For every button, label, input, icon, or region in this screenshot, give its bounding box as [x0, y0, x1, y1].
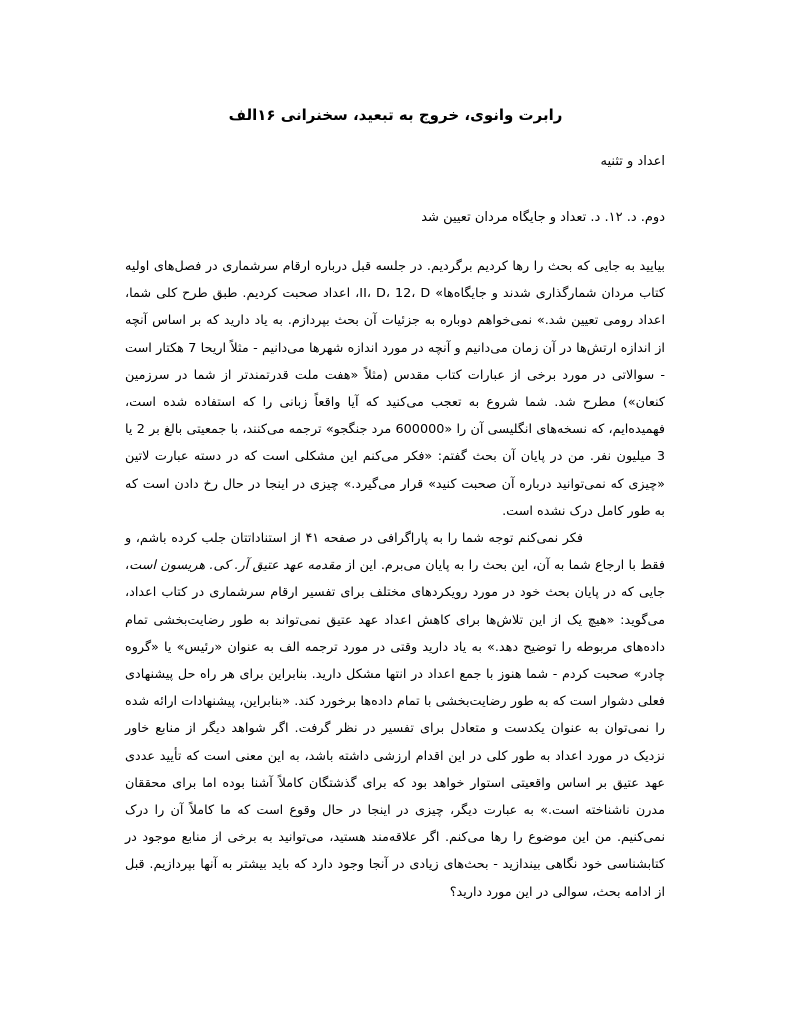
paragraph-2	[125, 525, 665, 906]
paragraph-2-text-end: ، جایی که در پایان بحث خود در مورد رویکردهای مختلف برای تفسیر ارقام سرشماری در کتاب اعداد، می‌گوید: «هیچ یک از این تلاش‌ها برای کاهش اعداد عهد عتیق نمی‌تواند به طور رضایت‌بخشی تمام داده‌های مربوطه را توضیح دهد.» به یاد دارید وقتی در مورد ترجمه الف به عنوان «رئیس» یا «گروه چادر» صحبت کردم - شما هنوز با جمع اعداد در انتها مشکل دارید. بنابراین برای هر راه حل پیشنهادی فعلی دشوار است که به طور رضایت‌بخشی با تمام داده‌ها برخورد کند. «بنابراین، پیشنهادات ارائه شده را نمی‌توان به عنوان یکدست و متعادل برای تفسیر در نظر گرفت. اگر شواهد دیگر از منابع خاور نزدیک در مورد اعداد به طور کلی در این اقدام ارزشی داشته باشد، به این معنی است که تأیید عددی عهد عتیق بر اساس واقعیتی استوار خواهد بود که برای گذشتگان کاملاً آشنا بوده اما برای محققان مدرن ناشناخته است.» به عبارت دیگر، چیزی در اینجا در حال وقوع است که ما کاملاً آن را درک نمی‌کنیم. من این موضوع را رها می‌کنم. اگر علاقه‌مند هستید، می‌توانید به برخی از منابع موجود در کتابشناسی خود نگاهی بیندازید - بحث‌های زیادی در آنجا وجود دارد که باید بیشتر به آنها بپردازیم. قبل از ادامه بحث، سوالی در این مورد دارید؟	[125, 558, 665, 900]
body-text	[125, 253, 665, 906]
paragraph-2-text-start: فکر نمی‌کنم توجه شما را به پاراگرافی در صفحه ۴۱ از استناداتتان جلب کرده باشم، و فقط با ارجاع شما به آن، این بحث را به پایان می‌برم. این از	[125, 531, 665, 574]
subheading: دوم. د. ۱۲. د. تعداد و جایگاه مردان تعیین شد	[421, 210, 665, 225]
page-title: رابرت وانوی، خروج به تبعید، سخنرانی ۱۶الف	[228, 106, 563, 124]
book-title-italic: مقدمه عهد عتیق آر. کی. هریسون است	[129, 558, 342, 574]
paragraph-1: بیایید به جایی که بحث را رها کردیم برگردیم. در جلسه قبل درباره ارقام سرشماری در فصل‌های اولیه کتاب مردان شمارگذاری شدند و جایگاه‌ها» II، D، 12، D، اعداد صحبت کردیم. طبق طرح کلی شما، اعداد رومی تعیین شد.» نمی‌خواهم دوباره به جزئیات آن بحث بپردازم. به یاد دارید که بر اساس آنچه از اندازه ارتش‌ها در آن زمان می‌دانیم و آنچه در مورد اندازه شهرها می‌دانیم - مثلاً اریحا 7 هکتار است - سوالاتی در مورد برخی از عبارات کتاب مقدس (مثلاً «هفت ملت قدرتمندتر از شما در سرزمین کنعان») مطرح شد. شما شروع به تعجب می‌کنید که آیا واقعاً زبانی را که استفاده شده است، فهمیده‌ایم، که نسخه‌های انگلیسی آن را «600000 مرد جنگجو» ترجمه می‌کنند، با جمعیتی بالغ بر 2 یا 3 میلیون نفر. من در پایان آن بحث گفتم: «فکر می‌کنم این مشکلی است که در دسته عبارت لاتین «چیزی که نمی‌توانید درباره آن صحبت کنید» قرار می‌گیرد.» چیزی در اینجا در حال رخ دادن است که به طور کامل درک نشده است.	[125, 259, 666, 519]
section-label: اعداد و تثنیه	[600, 154, 665, 169]
